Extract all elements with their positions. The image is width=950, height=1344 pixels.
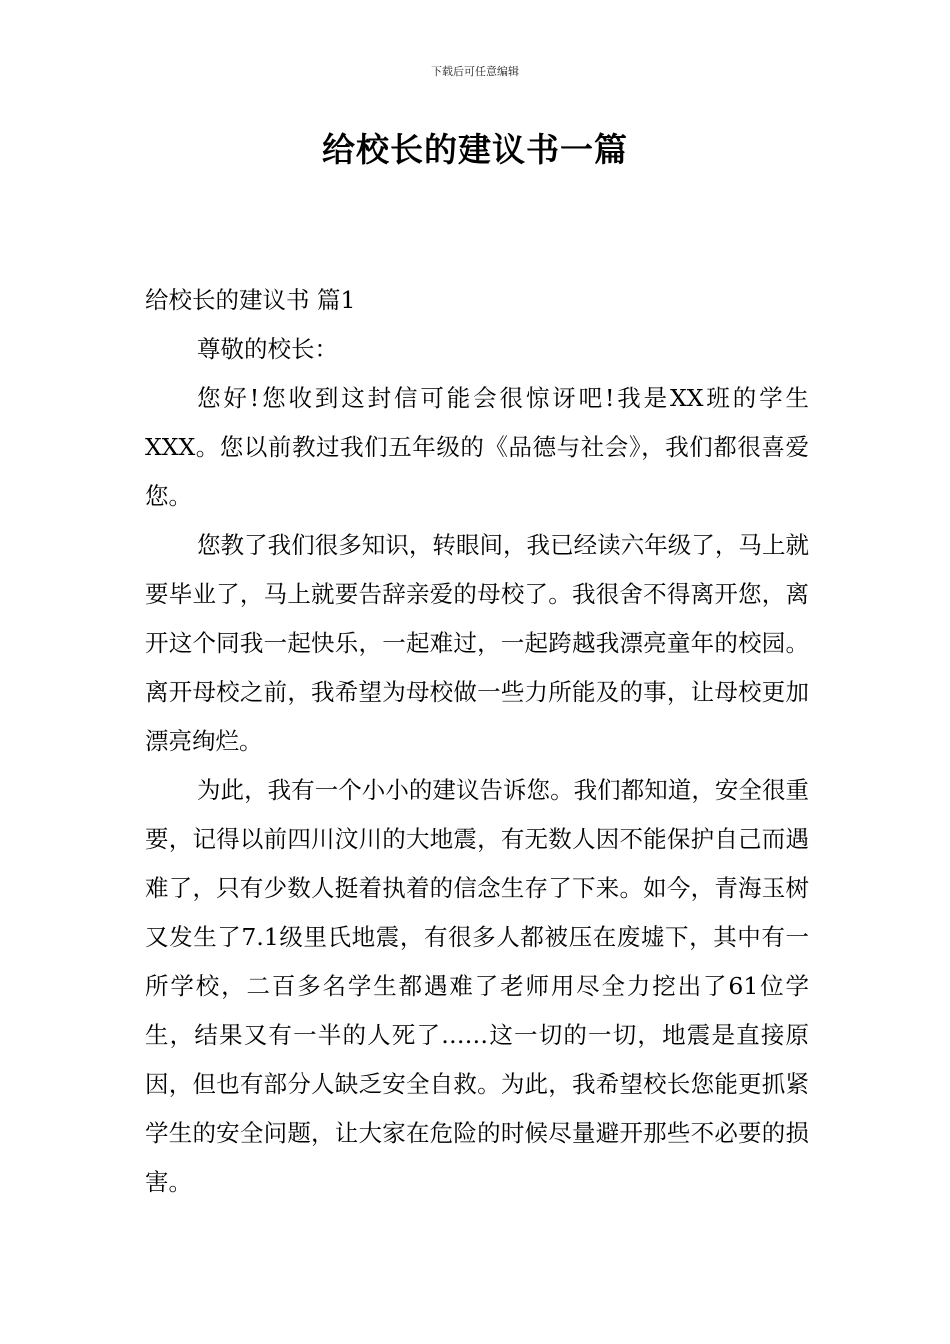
document-title: 给校长的建议书一篇 — [322, 130, 628, 169]
paragraph-1: 您好!您收到这封信可能会很惊讶吧!我是XX班的学生XXX。您以前教过我们五年级的《品德与社会》，我们都很喜爱您。 — [145, 384, 809, 510]
section-heading: 给校长的建议书 篇1 — [145, 286, 356, 314]
paragraph-3: 为此，我有一个小小的建议告诉您。我们都知道，安全很重要，记得以前四川汶川的大地震，有无数人因不能保护自己而遇难了，只有少数人挺着执着的信念生存了下来。如今，青海玉树又发生了7.1级里氏地震，有很多人都被压在废墟下，其中有一所学校，二百多名学生都遇难了老师用尽全力挖出了61位学生，结果又有一半的人死了……这一切的一切，地震是直接原因，但也有部分人缺乏安全自救。为此，我希望校长您能更抓紧学生的安全问题，让大家在危险的时候尽量避开那些不必要的损害。 — [145, 776, 809, 1196]
salutation: 尊敬的校长： — [197, 335, 338, 363]
paragraph-2: 您教了我们很多知识，转眼间，我已经读六年级了，马上就要毕业了，马上就要告辞亲爱的母校了。我很舍不得离开您，离开这个同我一起快乐，一起难过，一起跨越我漂亮童年的校园。离开母校之前，我希望为母校做一些力所能及的事，让母校更加漂亮绚烂。 — [145, 531, 809, 755]
document-body — [145, 276, 809, 1207]
header-note: 下载后可任意编辑 — [431, 65, 519, 78]
